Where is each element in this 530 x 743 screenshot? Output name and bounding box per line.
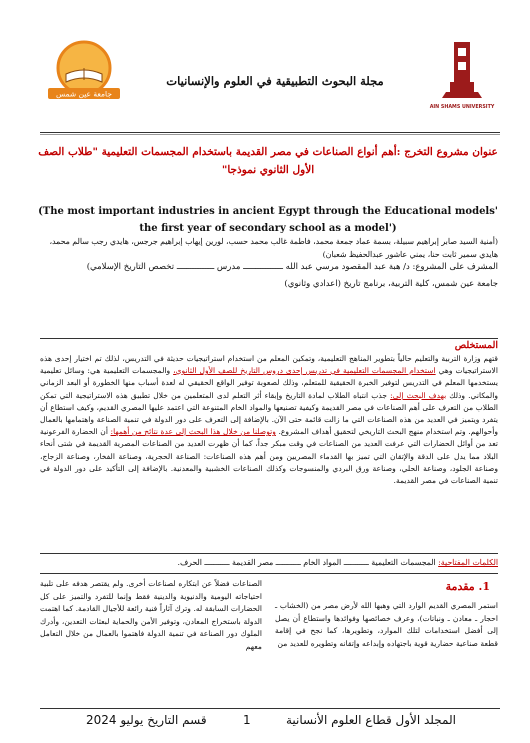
header-divider [40,132,500,133]
section-divider [40,338,498,339]
journal-title: مجلة البحوث التطبيقية في العلوم والإنسانيات [166,74,384,88]
abstract-text: والمجسمات التعليمية هي: وسائل تعليمية يستخدمها المعلم في التدريس لتوفير الخبرة الحقيقية للمتعلم، وذلك لصعوبة توفير الواقع الحقيقي له لعدة أسباب منها الخطورة أو البعد الزماني والمكاني. وذلك [40,366,498,400]
abstract-highlight: وتوصلنا من خلال هذا البحث إلى عدة نتائج من أهمها: [110,427,276,437]
paper-title-english: (The most important industries in ancient Egypt through the Educational models' the first year of secondary school as a model') [38,206,498,234]
supervisor-line: المشرف على المشروع: د/ هبة عبد المقصود مرسي عبد الله ــــــــــــــــ مدرس ـــــــــــــــ تخصص التاريخ الإسلامي) [86,262,498,272]
footer-divider [40,708,500,709]
section-divider [40,573,498,574]
abstract-body [40,353,498,487]
intro-right-column: استمر المصري القديم الوارد التي وهبها الله لأرض مصر من (الخشاب ـ احجار ـ معادن ـ ونباتات)، وعرف خصائصها وفوائدها واستطاع أن يصل إلى أفضل استخدامات لتلك الموارد، وتطويرها، كما نجح في إقامة قطعة صناعية حضارية قوية باجتهاده وإبداعه وإتقانه وتطويره للعديد من [275,601,498,648]
keywords-line [40,556,498,569]
abstract-text: قتهم وزارة التربية والتعليم حالياً بتطوير المناهج التعليمية، وتمكين المعلم من استخدام استراتيجيات حديثة في التدريس، لذلك تم اختيار إحدى هذه الاستراتيجيات وهي [40,354,498,376]
page-number: 1 [243,713,251,727]
paper-title-arabic: عنوان مشروع التخرج :أهم أنواع الصناعات في مصر القديمة باستخدام المجسمات التعليمية "طلاب الصف الأول الثانوي نموذجا" [38,146,498,176]
footer-volume: المجلد الأول قطاع العلوم الأنسانية [286,713,456,727]
abstract-text: أن الحضارة الفرعونية تعد من أوائل الحضارات التي عرفت العديد من الصناعات في وقت مبكر جداً، كما أن ظهرت العديد من الصناعات المصرية القديمة في شتى أنحاء البلاد مما يدل على الدقة والإتقان التي تميز بها القدماء المصريين ومن أهم هذه الصناعات: الصناعة الحجرية، وصناعة الفخار، وصناعة الزجاج، وصناعة الجلود، وصناعة الحلي، وصناعة ورق البردي والمنسوجات وكذلك الصناعات الخشبية والمعدنية. بالإضافة إلى التأكيد على دور الدولة في تنمية الصناعات في مصر القديمة. [40,427,498,486]
footer-department: قسم التاريخ يوليو 2024 [86,713,207,727]
faculty-logo [40,38,128,102]
section-divider [40,553,498,554]
abstract-heading: المستخلص [454,340,498,351]
intro-heading: 1. مقدمة [445,580,490,593]
abstract-text: جذب انتباه الطلاب لمادة التاريخ وإبقاء أثر التعلم لدى المتعلمين من خلال تطبيق هذه الاستراتيجية التي تمكن الطلاب من التعرف على أهم الصناعات في مصر القديمة وكيفية تصنيعها والمواد الخام المتنوعة التي اعتمد عليها المصري القديم، وكيف استطاع أن يتفرد ويتميز في العديد من هذه الصناعات التي ما زالت قائمة حتى الآن. بالإضافة إلى التعرف على دور الدولة في تنمية الصناعة واهتمامها بالعمال وأحوالهم. وتم استخدام منهج البحث التاريخي لتحقيق أهداف المشروع. [40,390,498,437]
affiliation-line: جامعة عين شمس، كلية التربية، برنامج تاريخ (اعدادي وثانوي) [284,279,498,289]
logo-text: جامعة عين شمس [56,89,112,99]
author-list: (أمنية السيد صابر إبراهيم سبيلة، بسمة عماد جمعة محمد، فاطمة غالب محمد حسب، لورين إيهاب إبراهيم جرجس، هايدي رجب سالم محمد، هايدي سمير ثابت حنا، يمني عاشور عبدالحفيظ شعبان) [49,237,498,259]
keywords-items: المجسمات التعليمية ـــــــــــ المواد الخام ـــــــــــ مصر القديمة ـــــــــــ الحرف. [177,558,436,567]
abstract-highlight: استخدام المجسمات التعليمية في تدريس إحدى دروس التاريخ للصف الأول الثانوي، [173,366,436,376]
keywords-label: الكلمات المفتاحية: [438,558,498,567]
abstract-highlight: بهدف البحث إلى: [390,390,447,400]
header-divider [40,134,500,135]
logo-text: AIN SHAMS UNIVERSITY [429,105,495,110]
university-logo [429,38,495,114]
intro-left-column: الصناعات فضلاً عن ابتكاره لصناعات أخرى. ولم يقتصر هدفه على تلبية احتياجاته اليومية والدنيوية والدينية فقط وإنما للتفرد والتميز على كل الحضارات السابقة له. وترك آثاراً فنية رائعة للأجيال القادمة. كما اهتمت الدولة باستخراج المعادن، وتوفير الأمن والحماية لبعثات التعدين، وأدرك الملوك دور الصناعة في تنمية الدولة فاهتموا بالعمال من خلال التعامل معهم [40,579,262,651]
